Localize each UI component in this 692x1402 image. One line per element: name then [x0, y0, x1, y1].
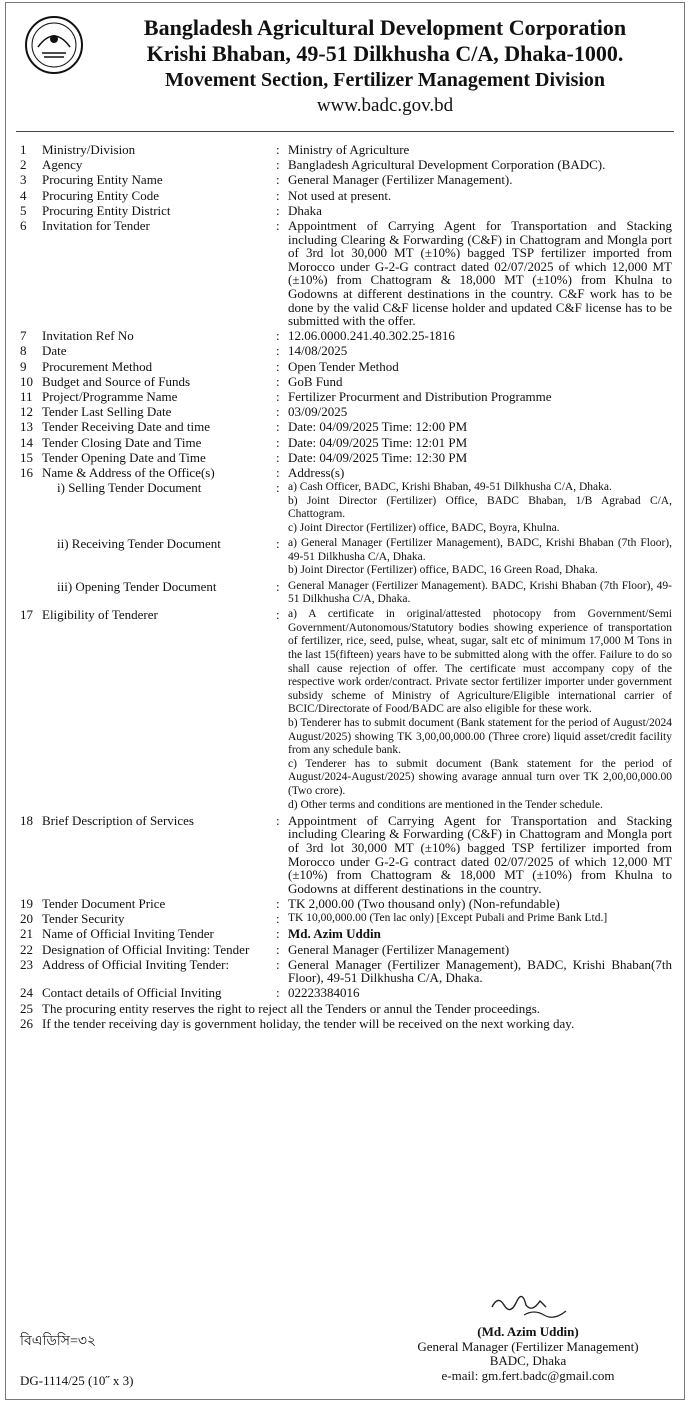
eligibility-c: c) Tenderer has to submit document (Bank statement for the period of August/2024-August/2025) showing avarage annual turn over TK 2,00,00,000.00 (Two crore). — [288, 757, 672, 797]
item-row — [20, 204, 672, 218]
item-num: 18 — [20, 812, 33, 828]
item-value: Appointment of Carrying Agent for Transportation and Stacking including Clearing & Forwarding (C&F) in Chattogram and Mongla port of 3rd lot 30,000 MT (±10%) bagged TSP fertilizer imported from Morocco under G-2-G contract dated 02/07/2025 of which 12,000 MT (±10%) from Chattogram & 18,000 MT (±10%) from Khulna to Godowns at different destinations in the country. C&F work has to be done by the valid C&F license holder and updated C&F license has to be submitted with the offer. — [288, 217, 672, 329]
eligibility-d: d) Other terms and conditions are mentioned in the Tender schedule. — [288, 798, 603, 811]
item-label: Date — [42, 343, 67, 359]
item-value: 12.06.0000.241.40.302.25-1816 — [288, 328, 455, 344]
item-label: Ministry/Division — [42, 142, 136, 157]
colon: : — [276, 911, 280, 927]
item-value: Open Tender Method — [288, 358, 399, 374]
item-label: Contact details of Official Inviting — [42, 985, 222, 1001]
item-num: 19 — [20, 895, 33, 911]
colon: : — [276, 373, 280, 389]
item-num: 26 — [20, 1015, 33, 1031]
item-row — [20, 897, 672, 911]
services-row: 18 Brief Description of Services : Appointment of Carrying Agent for Transportation and Stacking including Clearing & Forwarding (C&F) in Chattogram and Mongla port of 3rd lot 30,000 MT (±10%) bagged TSP fertilizer imported from Morocco under G-2-G contract dated 02/07/2025 of which 12,000 MT (±10%) from Chattogram & 18,000 MT (±10%) from Khulna to Godowns at different destinations in the country. — [20, 812, 672, 896]
colon: : — [276, 389, 280, 405]
selling-a: a) Cash Officer, BADC, Krishi Bhaban, 49-51 Dilkhusha C/A, Dhaka. — [288, 481, 612, 494]
tender-notice — [5, 2, 685, 1400]
item-value: 14/08/2025 — [288, 343, 348, 359]
item-label: Procuring Entity District — [42, 202, 171, 218]
item-row — [20, 943, 672, 957]
colon: : — [276, 449, 280, 465]
item-row — [20, 173, 672, 187]
item-label: Name of Official Inviting Tender — [42, 926, 214, 942]
item-row — [20, 375, 672, 389]
item-label: Designation of Official Inviting: Tender — [42, 941, 250, 957]
colon: : — [276, 358, 280, 374]
item-row — [20, 219, 672, 328]
colon: : — [276, 941, 280, 957]
website-link[interactable]: www.badc.gov.bd — [316, 95, 454, 116]
colon: : — [276, 434, 280, 450]
item-label: Address of Official Inviting Tender: — [42, 956, 230, 972]
colon: : — [276, 187, 280, 203]
item-num: 3 — [20, 172, 27, 188]
item-label: Invitation for Tender — [42, 217, 150, 233]
colon: : — [276, 404, 280, 420]
item-num: 22 — [20, 941, 33, 957]
colon: : — [276, 985, 280, 1001]
item-num: 20 — [20, 911, 33, 927]
opening-value: General Manager (Fertilizer Management). BADC, Krishi Bhaban (7th Floor), 49-51 Dilkhusha C/A, Dhaka. — [288, 579, 672, 606]
colon: : — [276, 926, 280, 942]
colon: : — [276, 142, 280, 157]
item-row — [20, 390, 672, 404]
item-value: Address(s) — [288, 464, 345, 480]
item-row — [20, 158, 672, 172]
office-code: বিএডিসি=৩২ — [20, 1334, 97, 1349]
org-name: Bangladesh Agricultural Development Corporation — [143, 15, 627, 40]
services-value: Appointment of Carrying Agent for Transportation and Stacking including Clearing & Forwarding (C&F) in Chattogram and Mongla port of 3rd lot 30,000 MT (±10%) bagged TSP fertilizer imported from Morocco under G-2-G contract dated 02/07/2025 of which 12,000 MT (±10%) from Chattogram & 18,000 MT (±10%) from Khulna to Godowns at different destinations in the country. — [288, 812, 672, 896]
section-name: Movement Section, Fertilizer Management Division — [164, 69, 606, 91]
eligibility-row: 17 Eligibility of Tenderer : a) A certificate in original/attested photocopy from Government/Semi Government/Autonomous/Statutory bodies showing experience of transportation of fertilizer, rice, seed, pulse, wheat, sugar, salt etc of minimum 17,000 M Tons in the last 15(fifteen) years have to be submitted along with the offer. Failure to do so shall cause rejection of offer. The certificate must accompany copy of the respective work order/contract. Private sector fertilizer importer under government subsidy scheme of Ministry of Agriculture/Eligible international carrier of BCIC/Directorate of Food/BADC are also eligible for these work. b) Tenderer has to submit document (Bank statement for the period of August/2024 August/2025) showing TK 3,00,00,000.00 (Three crore) liquid asset/credit facility from any schedule bank. c) Tenderer has to submit document (Bank statement for the period of August/2024-August/2025) showing avarage annual turn over TK 2,00,00,000.00 (Two crore). d) Other terms and conditions are mentioned in the Tender schedule. — [20, 607, 672, 811]
item-label: Procurement Method — [42, 358, 153, 374]
item-label: Tender Document Price — [42, 895, 166, 911]
item-value: Date: 04/09/2025 Time: 12:01 PM — [288, 434, 468, 450]
item-row — [20, 344, 672, 358]
item-row — [20, 986, 672, 1000]
item-num: 7 — [20, 328, 27, 344]
colon: : — [276, 464, 280, 480]
item-row — [20, 958, 672, 985]
note-row — [20, 1002, 672, 1016]
item-row — [20, 360, 672, 374]
signatory-title: General Manager (Fertilizer Management) — [417, 1338, 639, 1354]
item-label: Procuring Entity Code — [42, 187, 159, 203]
item-num: 11 — [20, 389, 33, 405]
dg-number: DG-1114/25 (10˝ x 3) — [20, 1373, 134, 1388]
colon: : — [276, 895, 280, 911]
items-table — [20, 143, 672, 1032]
item-value: Dhaka — [288, 202, 322, 218]
item-row — [20, 405, 672, 419]
opening-label: iii) Opening Tender Document — [57, 578, 217, 594]
item-value: 03/09/2025 — [288, 404, 348, 420]
item-num: 15 — [20, 449, 33, 465]
badc-emblem-icon — [24, 15, 84, 75]
item-num: 14 — [20, 434, 33, 450]
item-label: Tender Closing Date and Time — [42, 434, 202, 450]
item-label: Tender Opening Date and Time — [42, 449, 206, 465]
item-num: 16 — [20, 464, 33, 480]
selling-row: i) Selling Tender Document : a) Cash Officer, BADC, Krishi Bhaban, 49-51 Dilkhusha C/A, Dhaka. b) Joint Director (Fertilizer) Office, BADC Bhaban, 1/B Agrabad C/A, Chattogram. c) Joint Director (Fertilizer) office, BADC, Boyra, Khulna. — [20, 481, 672, 535]
item-num: 24 — [20, 985, 33, 1001]
item-num: 10 — [20, 373, 33, 389]
item-num: 5 — [20, 202, 27, 218]
item-label: Tender Security — [42, 911, 125, 927]
item-label: Project/Programme Name — [42, 389, 178, 405]
item-num: 17 — [20, 607, 33, 623]
item-row — [20, 329, 672, 343]
colon: : — [276, 956, 280, 972]
item-value: Md. Azim Uddin — [288, 926, 381, 942]
item-row — [20, 143, 672, 157]
receiving-a: a) General Manager (Fertilizer Management), BADC, Krishi Bhaban (7th Floor), 49-51 Dilkhusha C/A, Dhaka. — [288, 537, 672, 563]
signatory-name: (Md. Azim Uddin) — [477, 1324, 579, 1339]
eligibility-a: a) A certificate in original/attested photocopy from Government/Semi Government/Autonomous/Statutory bodies showing experience of transportation of fertilizer, rice, seed, pulse, wheat, sugar, salt etc of minimum 17,000 M Tons in the last 15(fifteen) years have to be submitted along with the offer. Failure to do so shall cause rejection of offer. The certificate must accompany copy of the respective work order/contract. Private sector fertilizer importer under government subsidy scheme of Ministry of Agriculture/Eligible international carrier of BCIC/Directorate of Food/BADC are also eligible for these work. — [288, 608, 672, 716]
item-num: 25 — [20, 1000, 33, 1016]
item-label: Eligibility of Tenderer — [42, 607, 158, 623]
colon: : — [276, 217, 280, 233]
item-num: 13 — [20, 419, 33, 435]
item-row — [20, 927, 672, 941]
item-value: Fertilizer Procurment and Distribution Programme — [288, 389, 552, 405]
eligibility-b: b) Tenderer has to submit document (Bank statement for the period of August/2024 August/2025) showing TK 3,00,00,000.00 (Three crore) liquid asset/credit facility from any schedule bank. — [288, 717, 672, 757]
item-num: 23 — [20, 956, 33, 972]
item-num: 6 — [20, 217, 27, 233]
header — [16, 13, 674, 132]
receiving-row: ii) Receiving Tender Document : a) General Manager (Fertilizer Management), BADC, Krishi Bhaban (7th Floor), 49-51 Dilkhusha C/A, Dhaka. b) Joint Director (Fertilizer) office, BADC, 16 Green Road, Dhaka. — [20, 537, 672, 578]
colon: : — [276, 328, 280, 344]
item-value: TK 10,00,000.00 (Ten lac only) [Except Pubali and Prime Bank Ltd.] — [288, 912, 608, 925]
selling-label: i) Selling Tender Document — [57, 480, 202, 496]
colon: : — [276, 343, 280, 359]
item-row — [20, 451, 672, 465]
item-value: Not used at present. — [288, 187, 392, 203]
item-num: 12 — [20, 404, 33, 420]
item-value: General Manager (Fertilizer Management). — [288, 172, 513, 188]
selling-b: b) Joint Director (Fertilizer) Office, BADC Bhaban, 1/B Agrabad C/A, Chattogram. — [288, 494, 672, 521]
item-label: Procuring Entity Name — [42, 172, 163, 188]
colon: : — [276, 157, 280, 173]
item-value: Date: 04/09/2025 Time: 12:00 PM — [288, 419, 468, 435]
item-value: Bangladesh Agricultural Development Corporation (BADC). — [288, 157, 606, 173]
item-row — [20, 189, 672, 203]
item-value: Date: 04/09/2025 Time: 12:30 PM — [288, 449, 468, 465]
item-num: 8 — [20, 343, 27, 359]
item-label: Invitation Ref No — [42, 328, 134, 344]
item-label: Name & Address of the Office(s) — [42, 464, 215, 480]
signatory-email[interactable]: e-mail: gm.fert.badc@gmail.com — [441, 1367, 615, 1383]
item-label: Tender Receiving Date and time — [42, 419, 211, 435]
colon: : — [276, 419, 280, 435]
item-num: 4 — [20, 187, 27, 203]
colon: : — [276, 172, 280, 188]
item-value: General Manager (Fertilizer Management), BADC, Krishi Bhaban(7th Floor), 49-51 Dilkhusha C/A, Dhaka. — [288, 956, 672, 986]
note-text: The procuring entity reserves the right to reject all the Tenders or annul the Tender proceedings. — [42, 1000, 541, 1016]
item-value: Ministry of Agriculture — [288, 142, 410, 157]
selling-c: c) Joint Director (Fertilizer) office, BADC, Boyra, Khulna. — [288, 521, 560, 534]
opening-row: iii) Opening Tender Document : General Manager (Fertilizer Management). BADC, Krishi Bhaban (7th Floor), 49-51 Dilkhusha C/A, Dhaka. — [20, 580, 672, 607]
item-value: GoB Fund — [288, 373, 343, 389]
item-row — [20, 912, 672, 926]
item-num: 21 — [20, 926, 33, 942]
signatory-org: BADC, Dhaka — [489, 1353, 567, 1368]
item-num: 2 — [20, 157, 27, 173]
handwritten-signature-icon — [486, 1285, 586, 1323]
item-num: 9 — [20, 358, 27, 374]
item-label: Tender Last Selling Date — [42, 404, 172, 420]
item-label: Agency — [42, 157, 83, 173]
item-label: Brief Description of Services — [42, 812, 194, 828]
item-value: General Manager (Fertilizer Management) — [288, 941, 510, 957]
note-text: If the tender receiving day is government holiday, the tender will be received on the next working day. — [42, 1015, 575, 1031]
colon: : — [276, 202, 280, 218]
item-label: Budget and Source of Funds — [42, 373, 191, 389]
item-value: 02223384016 — [288, 985, 360, 1001]
org-address: Krishi Bhaban, 49-51 Dilkhusha C/A, Dhaka-1000. — [146, 41, 624, 66]
item-value: TK 2,000.00 (Two thousand only) (Non-refundable) — [288, 895, 560, 911]
receiving-label: ii) Receiving Tender Document — [57, 536, 221, 552]
item-row — [20, 466, 672, 480]
receiving-b: b) Joint Director (Fertilizer) office, BADC, 16 Green Road, Dhaka. — [288, 564, 598, 577]
note-row — [20, 1017, 672, 1031]
signature-block — [378, 1325, 678, 1383]
item-row — [20, 436, 672, 450]
item-num: 1 — [20, 142, 27, 157]
item-row — [20, 420, 672, 434]
